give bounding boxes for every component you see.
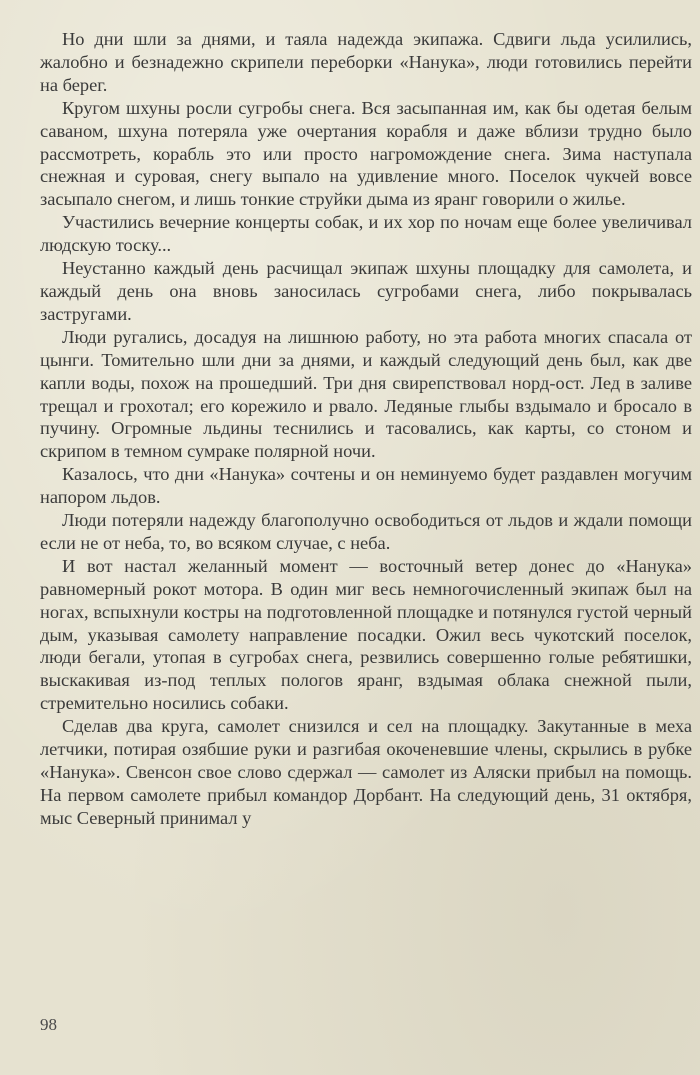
paragraph-1: Но дни шли за днями, и таяла надежда экипажа. Сдвиги льда усилились, жалобно и безнадежно скрипели переборки «Нанука», люди готовились перейти на берег. (40, 29, 692, 95)
paragraph-8: И вот настал желанный момент — восточный ветер донес до «Нанука» равномерный рокот мотора. В один миг весь немногочисленный экипаж был на ногах, вспыхнули костры на подготовленной площадке и потянулся густой черный дым, указывая самолету направление посадки. Ожил весь чукотский поселок, люди бегали, утопая в сугробах снега, резвились совершенно голые ребятишки, выскакивая из-под теплых пологов яранг, вздымая облака снежной пыли, стремительно носились собаки. (40, 555, 692, 714)
paragraph-2: Кругом шхуны росли сугробы снега. Вся засыпанная им, как бы одетая белым саваном, шхуна потеряла уже очертания корабля и даже вблизи трудно было рассмотреть, корабль это или просто нагромождение снега. Зима наступала снежная и суровая, снегу выпало на удивление много. Поселок чукчей вовсе засыпало снегом, и лишь тонкие струйки дыма из яранг говорили о жилье. (40, 97, 692, 210)
page-number: 98 (40, 1015, 57, 1034)
page-body-text (40, 28, 692, 830)
paragraph-6: Казалось, что дни «Нанука» сочтены и он неминуемо будет раздавлен могучим напором льдов. (40, 464, 692, 508)
paragraph-5: Люди ругались, досадуя на лишнюю работу, но эта работа многих спасала от цынги. Томительно шли дни за днями, и каждый следующий день был, как две капли воды, похож на прошедший. Три дня свирепствовал норд-ост. Лед в заливе трещал и грохотал; его корежило и рвало. Ледяные глыбы вздымало и бросало в пучину. Огромные льдины теснились и тасовались, как карты, со стоном и скрипом в темном сумраке полярной ночи. (40, 326, 692, 462)
paragraph-3: Участились вечерние концерты собак, и их хор по ночам еще более увеличивал людскую тоску... (40, 212, 692, 256)
paragraph-9: Сделав два круга, самолет снизился и сел на площадку. Закутанные в меха летчики, потирая озябшие руки и разгибая окоченевшие члены, скрылись в рубке «Нанука». Свенсон свое слово сдержал — самолет из Аляски прибыл на помощь. На первом самолете прибыл командор Дорбант. На следующий день, 31 октября, мыс Северный принимал у (40, 716, 692, 828)
paragraph-7: Люди потеряли надежду благополучно освободиться от льдов и ждали помощи если не от неба, то, во всяком случае, с неба. (40, 510, 692, 553)
paragraph-4: Неустанно каждый день расчищал экипаж шхуны площадку для самолета, и каждый день она вновь заносилась сугробами снега, либо покрывалась застругами. (40, 258, 692, 324)
